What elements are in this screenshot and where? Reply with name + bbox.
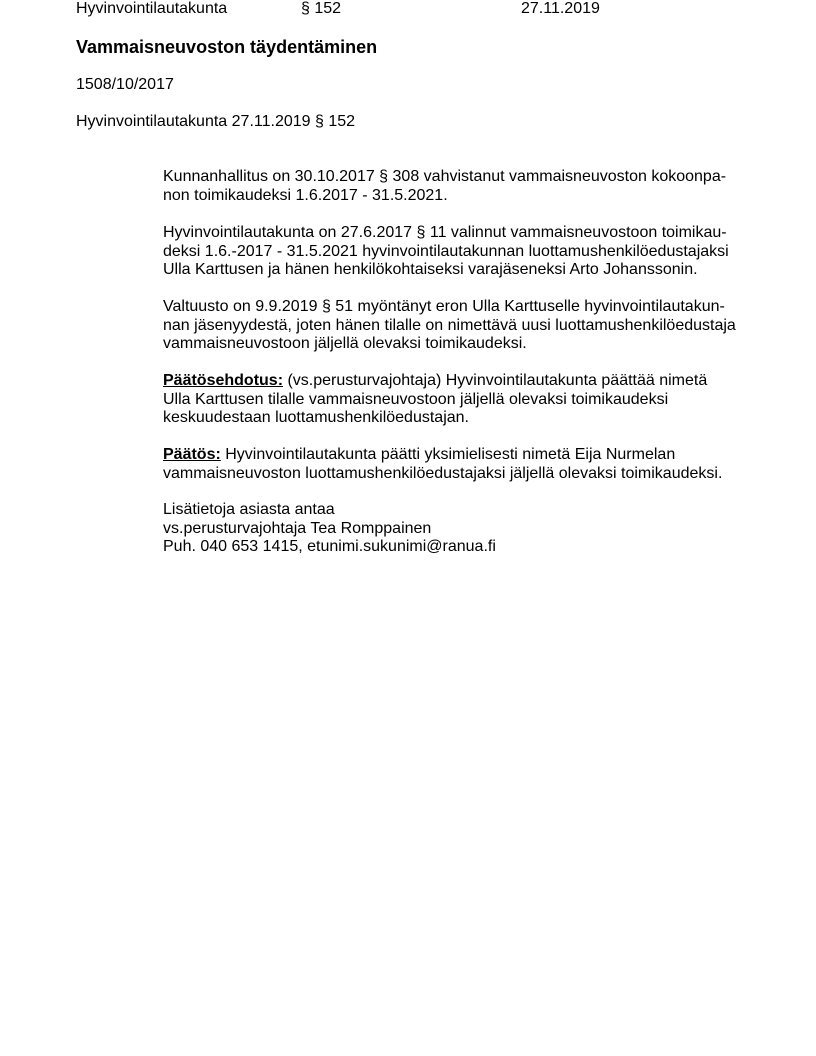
text-line: vammaisneuvostoon jäljellä olevaksi toimikaudeksi. [163, 335, 527, 353]
proposal-paragraph [163, 372, 763, 428]
case-number: 1508/10/2017 [76, 76, 174, 93]
text-line: non toimikaudeksi 1.6.2017 - 31.5.2021. [163, 186, 448, 204]
reference: Hyvinvointilautakunta 27.11.2019 § 152 [76, 113, 356, 130]
paragraph-2 [163, 224, 763, 280]
header-date: 27.11.2019 [521, 0, 600, 17]
text-line: Hyvinvointilautakunta päätti yksimielisesti nimetä Eija Nurmelan [220, 446, 676, 463]
contact-info [163, 501, 763, 557]
paragraph-3 [163, 298, 763, 354]
header-section: § 152 [301, 0, 342, 17]
decision-paragraph [163, 446, 763, 483]
text-line: vammaisneuvoston luottamushenkilöedustajaksi jäljellä olevaksi toimikaudeksi. [163, 464, 723, 482]
text-line: vs.perusturvajohtaja Tea Romppainen [163, 519, 432, 537]
page-title: Vammaisneuvoston täydentäminen [76, 37, 378, 57]
text-line: Valtuusto on 9.9.2019 § 51 myöntänyt eron Ulla Karttuselle hyvinvointilautakun- [163, 298, 725, 315]
proposal-label: Päätösehdotus: [163, 372, 284, 389]
text-line: (vs.perusturvajohtaja) Hyvinvointilautakunta päättää nimetä [283, 372, 708, 389]
text-line: nan jäsenyydestä, joten hänen tilalle on nimettävä uusi luottamushenkilöedustaja [163, 316, 736, 334]
decision-label: Päätös: [163, 446, 221, 463]
header-board: Hyvinvointilautakunta [76, 0, 228, 17]
contact-line: Puh. 040 653 1415, etunimi.sukunimi@ranua.fi [163, 538, 496, 556]
text-line: Lisätietoja asiasta antaa [163, 501, 335, 518]
text-line: deksi 1.6.-2017 - 31.5.2021 hyvinvointilautakunnan luottamushenkilöedustajaksi [163, 242, 729, 260]
text-line: Kunnanhallitus on 30.10.2017 § 308 vahvistanut vammaisneuvoston kokoonpa- [163, 168, 727, 185]
text-line: Ulla Karttusen tilalle vammaisneuvostoon jäljellä olevaksi toimikaudeksi [163, 390, 669, 408]
paragraph-1 [163, 168, 763, 205]
text-line: keskuudestaan luottamushenkilöedustajan. [163, 409, 469, 427]
text-line: Hyvinvointilautakunta on 27.6.2017 § 11 valinnut vammaisneuvostoon toimikau- [163, 224, 727, 241]
text-line: Ulla Karttusen ja hänen henkilökohtaiseksi varajäseneksi Arto Johanssonin. [163, 261, 698, 279]
